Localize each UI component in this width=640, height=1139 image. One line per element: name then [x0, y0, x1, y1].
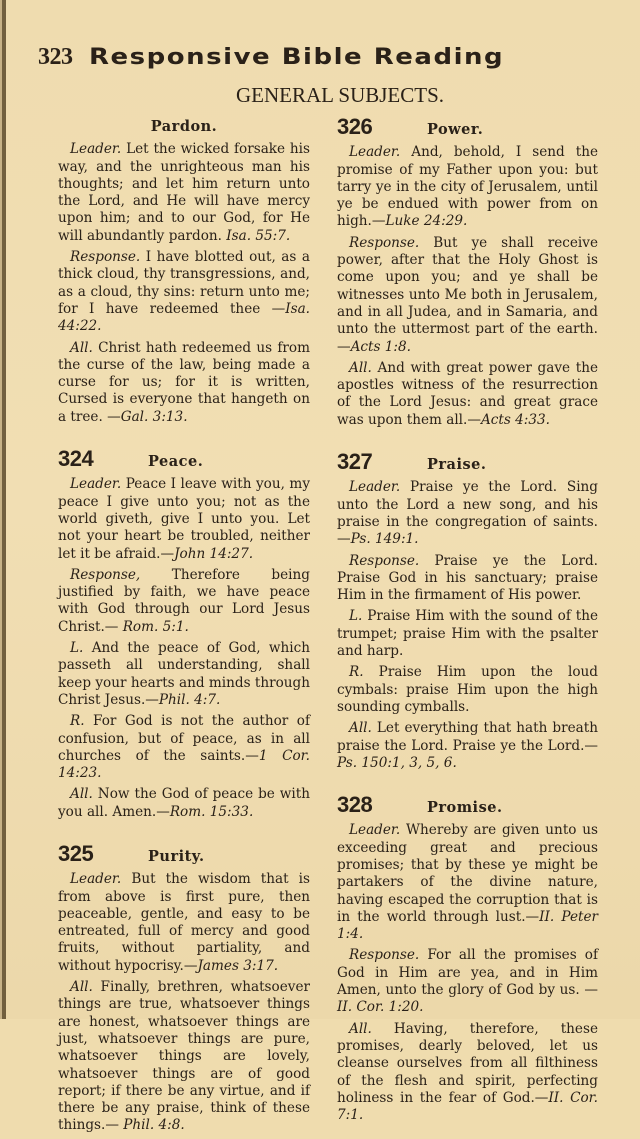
- reading-paragraph: [337, 235, 598, 356]
- speaker-role: R.: [349, 664, 364, 681]
- speaker-role: Leader.: [70, 871, 122, 888]
- speaker-role: Response.: [349, 234, 420, 251]
- scripture-citation: James 3:17.: [197, 957, 279, 974]
- verse-text: But the wisdom that is from above is first pure, then peaceable, gentle, and easy to be entreated, full of mercy and good fruits, without partiality, and without hypocrisy.—: [58, 871, 310, 974]
- reading-praise: [337, 449, 598, 772]
- reading-paragraph: [58, 249, 310, 335]
- scripture-citation: Ps. 150:1, 3, 5, 6.: [337, 754, 457, 771]
- running-header: [38, 44, 504, 71]
- reading-paragraph: [58, 786, 310, 821]
- verse-text: Praise Him upon the loud cymbals: praise Him upon the high sounding cymballs.: [337, 664, 598, 715]
- verse-text: Finally, brethren, whatsoever things are true, whatsoever things are honest, whatsoever things are just, whatsoever things are pure, whatsoever things are lovely, whatsoever things are of good report; if there be any virtue, and if there be any praise, think of these things.—: [58, 979, 310, 1134]
- reading-heading: [58, 840, 310, 866]
- reading-title: Purity.: [148, 847, 205, 865]
- reading-paragraph: [337, 947, 598, 1016]
- reading-number: 326: [337, 114, 373, 139]
- verse-text: For God is not the author of confusion, but of peace, as in all churches of the saints.—: [58, 713, 310, 764]
- right-column: [337, 114, 598, 1128]
- scripture-citation: Acts 4:33.: [480, 411, 550, 428]
- verse-text: Peace I leave with you, my peace I give unto you; not as the world giveth, give I unto you. Let not your heart be troubled, neither let it be afraid.—: [58, 476, 310, 562]
- scripture-citation: Ps. 149:1.: [350, 531, 419, 548]
- reading-paragraph: [337, 664, 598, 716]
- reading-paragraph: [58, 141, 310, 245]
- scripture-citation: Gal. 3:13.: [120, 408, 188, 425]
- reading-heading: [58, 446, 310, 472]
- speaker-role: Leader.: [70, 141, 122, 158]
- scripture-citation: II. Cor. 1:20.: [337, 999, 424, 1016]
- reading-paragraph: [58, 340, 310, 426]
- verse-text: Praise Him with the sound of the trumpet; praise Him with the psalter and harp.: [337, 608, 598, 660]
- scripture-citation: II. Peter 1:4.: [337, 908, 598, 943]
- left-column: [58, 118, 310, 1139]
- verse-text: Having, therefore, these promises, dearly beloved, let us cleanse ourselves from all filthiness of the flesh and spirit, perfecting holiness in the fear of God.—: [337, 1020, 598, 1106]
- page-number: 323: [38, 44, 73, 70]
- verse-text: Therefore being justified by faith, we have peace with God through our Lord Jesus Christ.—: [58, 566, 310, 635]
- reading-paragraph: [337, 822, 598, 943]
- reading-pardon: [58, 118, 310, 426]
- verse-text: Let everything that hath breath praise the Lord. Praise ye the Lord.—: [337, 720, 598, 754]
- verse-text: But ye shall receive power, after that the Holy Ghost is come upon you; and ye shall be witnesses unto Me both in Jerusalem, and in all Judea, and in Samaria, and unto the uttermost part of the earth.—: [337, 234, 598, 355]
- reading-title: Promise.: [427, 799, 503, 817]
- reading-paragraph: [337, 360, 598, 429]
- reading-paragraph: [337, 553, 598, 605]
- reading-power: [337, 114, 598, 429]
- scripture-citation: John 14:27.: [174, 545, 254, 562]
- speaker-role: All.: [349, 720, 372, 737]
- speaker-role: All.: [70, 339, 93, 356]
- reading-paragraph: [337, 608, 598, 660]
- scripture-citation: Rom. 15:33.: [169, 803, 254, 820]
- reading-number: 324: [58, 446, 94, 472]
- reading-paragraph: [58, 871, 310, 975]
- reading-promise: [337, 792, 598, 1124]
- speaker-role: Response.: [349, 947, 420, 964]
- reading-paragraph: [337, 1021, 598, 1125]
- speaker-role: Response.: [349, 552, 420, 569]
- verse-text: For all the promises of God in Him are yea, and in Him Amen, unto the glory of God by us. —: [337, 947, 598, 999]
- verse-text: And with great power gave the apostles witness of the resurrection of the Lord Jesus: and great grace was upon them all.—: [337, 359, 598, 428]
- speaker-role: L.: [349, 608, 363, 625]
- reading-heading: [58, 118, 310, 135]
- speaker-role: All.: [349, 1020, 372, 1037]
- reading-paragraph: [337, 720, 598, 772]
- reading-paragraph: [58, 979, 310, 1135]
- verse-text: Praise ye the Lord. Praise God in his sanctuary; praise Him in the firmament of His power.: [337, 552, 598, 604]
- reading-title: Praise.: [427, 456, 487, 474]
- verse-text: Whereby are given unto us exceeding great and precious promises; that by these ye might be partakers of the divine nature, having escaped the corruption that is in the world through lust.—: [337, 822, 598, 925]
- verse-text: I have blotted out, as a thick cloud, thy transgressions, and, as a cloud, thy sins: return unto me; for I have redeemed thee —: [58, 249, 310, 317]
- scripture-citation: Phil. 4:7.: [158, 691, 221, 708]
- speaker-role: L.: [70, 640, 84, 657]
- speaker-role: All.: [70, 979, 93, 996]
- reading-purity: [58, 840, 310, 1135]
- verse-text: Christ hath redeemed us from the curse of the law, being made a curse for us; for it is written, Cursed is everyone that hangeth on a tree. —: [58, 339, 310, 425]
- scripture-citation: Isa. 55:7.: [226, 227, 291, 244]
- scripture-citation: Rom. 5:1.: [122, 618, 189, 635]
- reading-title: Pardon.: [150, 118, 218, 135]
- speaker-role: Leader.: [349, 822, 401, 839]
- reading-title: Peace.: [148, 453, 204, 471]
- verse-text: Praise ye the Lord. Sing unto the Lord a new song, and his praise in the congregation of saints. —: [337, 479, 598, 548]
- reading-peace: [58, 446, 310, 821]
- reading-heading: [337, 114, 598, 139]
- scripture-citation: Phil. 4:8.: [123, 1117, 185, 1134]
- reading-number: 328: [337, 792, 373, 818]
- verse-text: Let the wicked forsake his way, and the unrighteous man his thoughts; and let him return unto the Lord, and He will have mercy upon him; and to our God, for He will abundantly pardon.: [58, 141, 310, 244]
- reading-paragraph: [58, 567, 310, 636]
- reading-paragraph: [58, 476, 310, 562]
- scripture-citation: Isa. 44:22.: [58, 300, 310, 335]
- binding-line: [2, 0, 6, 1019]
- verse-text: And the peace of God, which passeth all understanding, shall keep your hearts and minds through Christ Jesus.—: [58, 640, 310, 708]
- reading-heading: [337, 792, 598, 818]
- reading-heading: [337, 449, 598, 475]
- speaker-role: Response.: [70, 249, 141, 266]
- section-title: GENERAL SUBJECTS.: [235, 83, 445, 107]
- reading-number: 325: [58, 840, 94, 866]
- scripture-citation: II. Cor. 7:1.: [337, 1089, 598, 1124]
- speaker-role: Response,: [70, 566, 141, 583]
- scripture-citation: 1 Cor. 14:23.: [58, 747, 310, 782]
- scripture-citation: Luke 24:29.: [385, 213, 468, 230]
- reading-title: Power.: [427, 121, 484, 138]
- reading-paragraph: [337, 144, 598, 230]
- speaker-role: Leader.: [349, 479, 401, 496]
- reading-number: 327: [337, 449, 373, 475]
- speaker-role: All.: [349, 359, 372, 376]
- reading-paragraph: [337, 479, 598, 548]
- reading-paragraph: [58, 713, 310, 782]
- scripture-citation: Acts 1:8.: [350, 338, 411, 355]
- speaker-role: Leader.: [70, 476, 122, 493]
- reading-paragraph: [58, 640, 310, 709]
- speaker-role: Leader.: [349, 144, 401, 161]
- verse-text: And, behold, I send the promise of my Father upon you: but tarry ye in the city of Jerusalem, until ye be endued with power from on high.—: [337, 144, 598, 230]
- speaker-role: All.: [70, 786, 93, 803]
- book-title: Responsive Bible Reading: [88, 45, 504, 70]
- speaker-role: R.: [70, 713, 85, 730]
- verse-text: Now the God of peace be with you all. Amen.—: [58, 786, 310, 820]
